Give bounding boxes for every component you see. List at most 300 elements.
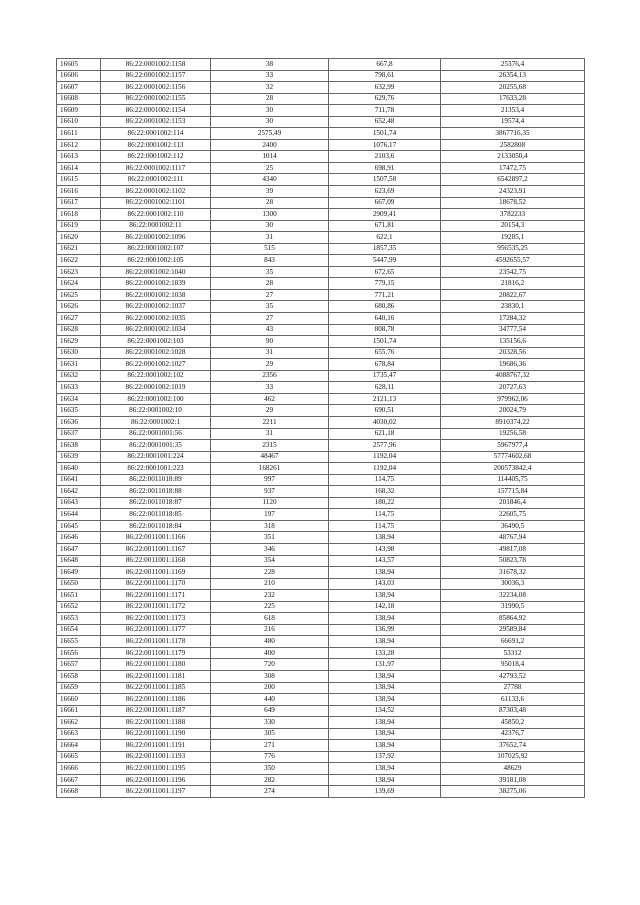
- table-row: [57, 128, 585, 140]
- area-cell: 2575,49: [211, 128, 329, 140]
- cadastral-number-cell: 86:22:0001002:110: [101, 209, 211, 221]
- row-number-cell: 16646: [57, 532, 101, 544]
- cadastral-number-cell: 86:22:0011018:84: [101, 520, 211, 532]
- cadastral-number-cell: 86:22:0011001:1195: [101, 763, 211, 775]
- table-row: [57, 209, 585, 221]
- unit-value-cell: 655,76: [329, 347, 441, 359]
- unit-value-cell: 678,84: [329, 359, 441, 371]
- table-row: [57, 416, 585, 428]
- table-row: [57, 509, 585, 521]
- row-number-cell: 16661: [57, 705, 101, 717]
- area-cell: 346: [211, 543, 329, 555]
- area-cell: 168261: [211, 463, 329, 475]
- area-cell: 462: [211, 393, 329, 405]
- cadastral-value-cell: 17284,32: [441, 313, 585, 325]
- area-cell: 39: [211, 186, 329, 198]
- row-number-cell: 16640: [57, 463, 101, 475]
- unit-value-cell: 4030,02: [329, 416, 441, 428]
- cadastral-value-cell: 114405,75: [441, 474, 585, 486]
- table-row: [57, 393, 585, 405]
- cadastral-value-cell: 20727,63: [441, 382, 585, 394]
- area-cell: 330: [211, 717, 329, 729]
- area-cell: 228: [211, 567, 329, 579]
- area-cell: 232: [211, 590, 329, 602]
- cadastral-value-cell: 48767,94: [441, 532, 585, 544]
- unit-value-cell: 1501,74: [329, 128, 441, 140]
- cadastral-value-cell: 21816,2: [441, 278, 585, 290]
- row-number-cell: 16623: [57, 266, 101, 278]
- area-cell: 937: [211, 486, 329, 498]
- row-number-cell: 16615: [57, 174, 101, 186]
- cadastral-value-cell: 19686,36: [441, 359, 585, 371]
- cadastral-number-cell: 86:22:0011001:1171: [101, 590, 211, 602]
- area-cell: 28: [211, 93, 329, 105]
- cadastral-value-cell: 48629: [441, 763, 585, 775]
- table-row: [57, 382, 585, 394]
- cadastral-number-cell: 86:22:0011018:85: [101, 509, 211, 521]
- table-row: [57, 774, 585, 786]
- table-row: [57, 313, 585, 325]
- unit-value-cell: 114,75: [329, 509, 441, 521]
- cadastral-value-cell: 21353,4: [441, 105, 585, 117]
- table-row: [57, 370, 585, 382]
- area-cell: 33: [211, 382, 329, 394]
- cadastral-value-cell: 38275,06: [441, 786, 585, 798]
- unit-value-cell: 629,76: [329, 93, 441, 105]
- row-number-cell: 16642: [57, 486, 101, 498]
- cadastral-value-cell: 49817,08: [441, 543, 585, 555]
- table-row: [57, 255, 585, 267]
- unit-value-cell: 138,94: [329, 682, 441, 694]
- row-number-cell: 16637: [57, 428, 101, 440]
- cadastral-number-cell: 86:22:0011001:1178: [101, 636, 211, 648]
- unit-value-cell: 136,99: [329, 624, 441, 636]
- row-number-cell: 16658: [57, 670, 101, 682]
- unit-value-cell: 2103,6: [329, 151, 441, 163]
- row-number-cell: 16668: [57, 786, 101, 798]
- area-cell: 29: [211, 359, 329, 371]
- area-cell: 35: [211, 266, 329, 278]
- area-cell: 32: [211, 82, 329, 94]
- cadastral-number-cell: 86:22:0001002:1117: [101, 162, 211, 174]
- cadastral-value-cell: 200573842,4: [441, 463, 585, 475]
- cadastral-value-cell: 27788: [441, 682, 585, 694]
- row-number-cell: 16608: [57, 93, 101, 105]
- cadastral-number-cell: 86:22:0001002:103: [101, 336, 211, 348]
- cadastral-number-cell: 86:22:0011001:1166: [101, 532, 211, 544]
- row-number-cell: 16665: [57, 751, 101, 763]
- area-cell: 1300: [211, 209, 329, 221]
- unit-value-cell: 143,98: [329, 543, 441, 555]
- table-row: [57, 278, 585, 290]
- area-cell: 27: [211, 313, 329, 325]
- row-number-cell: 16645: [57, 520, 101, 532]
- unit-value-cell: 667,09: [329, 197, 441, 209]
- unit-value-cell: 138,94: [329, 590, 441, 602]
- table-row: [57, 751, 585, 763]
- table-row: [57, 543, 585, 555]
- table-row: [57, 520, 585, 532]
- row-number-cell: 16648: [57, 555, 101, 567]
- unit-value-cell: 640,16: [329, 313, 441, 325]
- cadastral-number-cell: 86:22:0001002:1: [101, 416, 211, 428]
- cadastral-value-cell: 42793,52: [441, 670, 585, 682]
- cadastral-value-cell: 2133050,4: [441, 151, 585, 163]
- cadastral-number-cell: 86:22:0011001:1197: [101, 786, 211, 798]
- row-number-cell: 16614: [57, 162, 101, 174]
- table-row: [57, 659, 585, 671]
- cadastral-value-cell: 4088767,32: [441, 370, 585, 382]
- cadastral-value-cell: 18678,52: [441, 197, 585, 209]
- row-number-cell: 16617: [57, 197, 101, 209]
- cadastral-number-cell: 86:22:0001002:113: [101, 139, 211, 151]
- cadastral-number-cell: 86:22:0011018:89: [101, 474, 211, 486]
- area-cell: 350: [211, 763, 329, 775]
- cadastral-number-cell: 86:22:0011001:1169: [101, 567, 211, 579]
- row-number-cell: 16631: [57, 359, 101, 371]
- table-row: [57, 613, 585, 625]
- cadastral-value-cell: 87303,48: [441, 705, 585, 717]
- cadastral-number-cell: 86:22:0001002:1157: [101, 70, 211, 82]
- cadastral-value-cell: 201846,4: [441, 497, 585, 509]
- row-number-cell: 16632: [57, 370, 101, 382]
- unit-value-cell: 2909,41: [329, 209, 441, 221]
- unit-value-cell: 1192,04: [329, 451, 441, 463]
- unit-value-cell: 2121,13: [329, 393, 441, 405]
- area-cell: 30: [211, 116, 329, 128]
- area-cell: 197: [211, 509, 329, 521]
- table-row: [57, 786, 585, 798]
- row-number-cell: 16620: [57, 232, 101, 244]
- unit-value-cell: 168,32: [329, 486, 441, 498]
- row-number-cell: 16630: [57, 347, 101, 359]
- cadastral-number-cell: 86:22:0001002:1156: [101, 82, 211, 94]
- unit-value-cell: 142,18: [329, 601, 441, 613]
- area-cell: 31: [211, 347, 329, 359]
- area-cell: 2315: [211, 440, 329, 452]
- unit-value-cell: 143,03: [329, 578, 441, 590]
- unit-value-cell: 652,48: [329, 116, 441, 128]
- unit-value-cell: 672,65: [329, 266, 441, 278]
- row-number-cell: 16636: [57, 416, 101, 428]
- area-cell: 35: [211, 301, 329, 313]
- cadastral-number-cell: 86:22:0001002:107: [101, 243, 211, 255]
- table-row: [57, 555, 585, 567]
- cadastral-number-cell: 86:22:0001002:1101: [101, 197, 211, 209]
- unit-value-cell: 139,69: [329, 786, 441, 798]
- table-row: [57, 717, 585, 729]
- cadastral-number-cell: 86:22:0001001:224: [101, 451, 211, 463]
- table-row: [57, 336, 585, 348]
- cadastral-value-cell: 23830,1: [441, 301, 585, 313]
- cadastral-number-cell: 86:22:0011001:1187: [101, 705, 211, 717]
- row-number-cell: 16616: [57, 186, 101, 198]
- cadastral-number-cell: 86:22:0011018:88: [101, 486, 211, 498]
- row-number-cell: 16657: [57, 659, 101, 671]
- unit-value-cell: 779,15: [329, 278, 441, 290]
- cadastral-value-cell: 20822,67: [441, 289, 585, 301]
- area-cell: 308: [211, 670, 329, 682]
- row-number-cell: 16610: [57, 116, 101, 128]
- cadastral-number-cell: 86:22:0001001:35: [101, 440, 211, 452]
- area-cell: 2356: [211, 370, 329, 382]
- table-row: [57, 451, 585, 463]
- cadastral-value-cell: 979962,06: [441, 393, 585, 405]
- area-cell: 90: [211, 336, 329, 348]
- cadastral-value-cell: 45850,2: [441, 717, 585, 729]
- cadastral-value-cell: 17633,28: [441, 93, 585, 105]
- cadastral-value-cell: 95018,4: [441, 659, 585, 671]
- cadastral-number-cell: 86:22:0011001:1181: [101, 670, 211, 682]
- unit-value-cell: 798,61: [329, 70, 441, 82]
- area-cell: 271: [211, 740, 329, 752]
- area-cell: 33: [211, 70, 329, 82]
- cadastral-number-cell: 86:22:0001002:1158: [101, 59, 211, 71]
- table-row: [57, 590, 585, 602]
- unit-value-cell: 134,52: [329, 705, 441, 717]
- row-number-cell: 16612: [57, 139, 101, 151]
- table-row: [57, 347, 585, 359]
- table-row: [57, 497, 585, 509]
- cadastral-value-cell: 4592655,57: [441, 255, 585, 267]
- area-cell: 515: [211, 243, 329, 255]
- area-cell: 200: [211, 682, 329, 694]
- table-row: [57, 682, 585, 694]
- cadastral-value-cell: 26354,13: [441, 70, 585, 82]
- unit-value-cell: 1076,17: [329, 139, 441, 151]
- area-cell: 225: [211, 601, 329, 613]
- table-row: [57, 232, 585, 244]
- row-number-cell: 16605: [57, 59, 101, 71]
- unit-value-cell: 138,94: [329, 636, 441, 648]
- cadastral-value-cell: 20328,56: [441, 347, 585, 359]
- area-cell: 274: [211, 786, 329, 798]
- cadastral-value-cell: 956535,25: [441, 243, 585, 255]
- row-number-cell: 16653: [57, 613, 101, 625]
- row-number-cell: 16606: [57, 70, 101, 82]
- table-body: [57, 59, 585, 798]
- unit-value-cell: 1735,47: [329, 370, 441, 382]
- row-number-cell: 16655: [57, 636, 101, 648]
- row-number-cell: 16626: [57, 301, 101, 313]
- table-row: [57, 670, 585, 682]
- table-row: [57, 70, 585, 82]
- cadastral-value-cell: 34777,54: [441, 324, 585, 336]
- area-cell: 43: [211, 324, 329, 336]
- table-row: [57, 532, 585, 544]
- row-number-cell: 16618: [57, 209, 101, 221]
- table-row: [57, 474, 585, 486]
- area-cell: 351: [211, 532, 329, 544]
- table-row: [57, 740, 585, 752]
- area-cell: 354: [211, 555, 329, 567]
- area-cell: 282: [211, 774, 329, 786]
- cadastral-value-cell: 25376,4: [441, 59, 585, 71]
- table-row: [57, 636, 585, 648]
- cadastral-value-cell: 20024,79: [441, 405, 585, 417]
- cadastral-value-cell: 39181,08: [441, 774, 585, 786]
- row-number-cell: 16624: [57, 278, 101, 290]
- unit-value-cell: 632,99: [329, 82, 441, 94]
- cadastral-number-cell: 86:22:0001002:112: [101, 151, 211, 163]
- table-row: [57, 186, 585, 198]
- unit-value-cell: 1501,74: [329, 336, 441, 348]
- area-cell: 720: [211, 659, 329, 671]
- cadastral-number-cell: 86:22:0011001:1167: [101, 543, 211, 555]
- row-number-cell: 16627: [57, 313, 101, 325]
- area-cell: 440: [211, 694, 329, 706]
- unit-value-cell: 698,91: [329, 162, 441, 174]
- unit-value-cell: 137,92: [329, 751, 441, 763]
- unit-value-cell: 114,75: [329, 520, 441, 532]
- area-cell: 480: [211, 636, 329, 648]
- area-cell: 2400: [211, 139, 329, 151]
- cadastral-number-cell: 86:22:0001002:1035: [101, 313, 211, 325]
- unit-value-cell: 622,1: [329, 232, 441, 244]
- row-number-cell: 16619: [57, 220, 101, 232]
- cadastral-number-cell: 86:22:0011001:1173: [101, 613, 211, 625]
- row-number-cell: 16652: [57, 601, 101, 613]
- cadastral-number-cell: 86:22:0001002:1037: [101, 301, 211, 313]
- cadastral-number-cell: 86:22:0001002:102: [101, 370, 211, 382]
- area-cell: 1120: [211, 497, 329, 509]
- row-number-cell: 16666: [57, 763, 101, 775]
- row-number-cell: 16622: [57, 255, 101, 267]
- cadastral-value-cell: 31990,5: [441, 601, 585, 613]
- unit-value-cell: 138,94: [329, 728, 441, 740]
- area-cell: 4340: [211, 174, 329, 186]
- table-row: [57, 59, 585, 71]
- row-number-cell: 16647: [57, 543, 101, 555]
- cadastral-number-cell: 86:22:0001002:1155: [101, 93, 211, 105]
- cadastral-value-cell: 50823,78: [441, 555, 585, 567]
- area-cell: 216: [211, 624, 329, 636]
- cadastral-value-cell: 17472,75: [441, 162, 585, 174]
- unit-value-cell: 711,78: [329, 105, 441, 117]
- area-cell: 28: [211, 278, 329, 290]
- row-number-cell: 16607: [57, 82, 101, 94]
- table-row: [57, 486, 585, 498]
- cadastral-value-cell: 19256,58: [441, 428, 585, 440]
- unit-value-cell: 2577,96: [329, 440, 441, 452]
- unit-value-cell: 138,94: [329, 774, 441, 786]
- row-number-cell: 16660: [57, 694, 101, 706]
- unit-value-cell: 771,21: [329, 289, 441, 301]
- unit-value-cell: 808,78: [329, 324, 441, 336]
- cadastral-number-cell: 86:22:0011001:1168: [101, 555, 211, 567]
- row-number-cell: 16629: [57, 336, 101, 348]
- row-number-cell: 16649: [57, 567, 101, 579]
- table-row: [57, 428, 585, 440]
- area-cell: 25: [211, 162, 329, 174]
- unit-value-cell: 114,75: [329, 474, 441, 486]
- table-row: [57, 728, 585, 740]
- cadastral-value-cell: 30036,3: [441, 578, 585, 590]
- unit-value-cell: 680,86: [329, 301, 441, 313]
- cadastral-number-cell: 86:22:0001002:105: [101, 255, 211, 267]
- unit-value-cell: 138,94: [329, 694, 441, 706]
- cadastral-value-cell: 85864,92: [441, 613, 585, 625]
- area-cell: 776: [211, 751, 329, 763]
- cadastral-number-cell: 86:22:0011001:1188: [101, 717, 211, 729]
- cadastral-number-cell: 86:22:0011001:1180: [101, 659, 211, 671]
- area-cell: 31: [211, 428, 329, 440]
- cadastral-value-cell: 19285,1: [441, 232, 585, 244]
- unit-value-cell: 623,69: [329, 186, 441, 198]
- cadastral-number-cell: 86:22:0011001:1170: [101, 578, 211, 590]
- table-row: [57, 174, 585, 186]
- cadastral-number-cell: 86:22:0001002:1038: [101, 289, 211, 301]
- row-number-cell: 16628: [57, 324, 101, 336]
- cadastral-number-cell: 86:22:0001002:1153: [101, 116, 211, 128]
- cadastral-value-cell: 24323,91: [441, 186, 585, 198]
- row-number-cell: 16611: [57, 128, 101, 140]
- cadastral-value-cell: 36490,5: [441, 520, 585, 532]
- table-row: [57, 220, 585, 232]
- cadastral-number-cell: 86:22:0011001:1191: [101, 740, 211, 752]
- cadastral-value-cell: 61133,6: [441, 694, 585, 706]
- unit-value-cell: 133,28: [329, 647, 441, 659]
- area-cell: 618: [211, 613, 329, 625]
- cadastral-number-cell: 86:22:0001002:1028: [101, 347, 211, 359]
- cadastral-number-cell: 86:22:0011001:1179: [101, 647, 211, 659]
- cadastral-value-cell: 2582808: [441, 139, 585, 151]
- row-number-cell: 16643: [57, 497, 101, 509]
- cadastral-value-cell: 5967977,4: [441, 440, 585, 452]
- cadastral-number-cell: 86:22:0001002:1034: [101, 324, 211, 336]
- cadastral-number-cell: 86:22:0011001:1177: [101, 624, 211, 636]
- cadastral-number-cell: 86:22:0001002:10: [101, 405, 211, 417]
- row-number-cell: 16650: [57, 578, 101, 590]
- table-row: [57, 405, 585, 417]
- cadastral-number-cell: 86:22:0001002:1039: [101, 278, 211, 290]
- cadastral-number-cell: 86:22:0011018:87: [101, 497, 211, 509]
- row-number-cell: 16654: [57, 624, 101, 636]
- table-row: [57, 567, 585, 579]
- table-row: [57, 463, 585, 475]
- unit-value-cell: 1857,35: [329, 243, 441, 255]
- area-cell: 1014: [211, 151, 329, 163]
- table-row: [57, 301, 585, 313]
- cadastral-number-cell: 86:22:0011001:1196: [101, 774, 211, 786]
- cadastral-number-cell: 86:22:0011001:1193: [101, 751, 211, 763]
- unit-value-cell: 138,94: [329, 763, 441, 775]
- cadastral-number-cell: 86:22:0001001:56: [101, 428, 211, 440]
- table-row: [57, 624, 585, 636]
- area-cell: 38: [211, 59, 329, 71]
- cadastral-number-cell: 86:22:0001002:1154: [101, 105, 211, 117]
- table-row: [57, 105, 585, 117]
- row-number-cell: 16634: [57, 393, 101, 405]
- cadastral-value-cell: 135156,6: [441, 336, 585, 348]
- row-number-cell: 16644: [57, 509, 101, 521]
- cadastral-value-cell: 20255,68: [441, 82, 585, 94]
- unit-value-cell: 138,94: [329, 532, 441, 544]
- cadastral-value-cell: 157715,84: [441, 486, 585, 498]
- row-number-cell: 16659: [57, 682, 101, 694]
- table-row: [57, 289, 585, 301]
- row-number-cell: 16664: [57, 740, 101, 752]
- cadastral-number-cell: 86:22:0001002:11: [101, 220, 211, 232]
- cadastral-number-cell: 86:22:0001002:1019: [101, 382, 211, 394]
- unit-value-cell: 621,18: [329, 428, 441, 440]
- cadastral-value-cell: 3782233: [441, 209, 585, 221]
- unit-value-cell: 667,8: [329, 59, 441, 71]
- area-cell: 305: [211, 728, 329, 740]
- area-cell: 31: [211, 232, 329, 244]
- cadastral-number-cell: 86:22:0001002:1096: [101, 232, 211, 244]
- unit-value-cell: 138,94: [329, 613, 441, 625]
